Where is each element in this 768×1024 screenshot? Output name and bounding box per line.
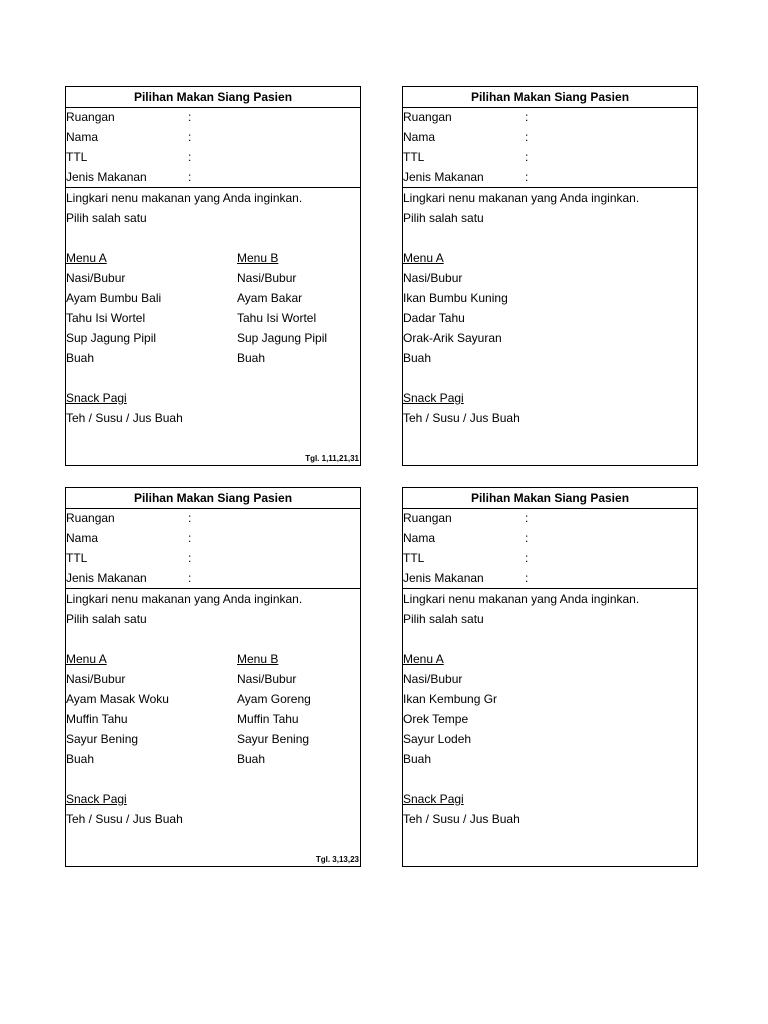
- menu-card: Pilihan Makan Siang Pasien Ruangan : Nama : TTL : Jenis Makanan : Lingkari nenu makanan yang Anda inginkan. Pilih salah satu Menu A Nasi/Bubur Ikan Kembung Gr Orek Tempe Sayur Lodeh Buah Snack Pagi Teh / Susu / Jus Buah: [402, 487, 698, 867]
- menu-row: Nasi/Bubur Nasi/Bubur: [66, 271, 297, 285]
- menu-row: Muffin Tahu Muffin Tahu: [66, 712, 299, 726]
- snack-text: Teh / Susu / Jus Buah: [66, 812, 183, 826]
- menu-row: Buah Buah: [66, 351, 266, 365]
- snack-title: Snack Pagi: [403, 391, 464, 405]
- menu-row: Buah: [403, 752, 432, 766]
- snack-title: Snack Pagi: [66, 391, 127, 405]
- choose-text: Pilih salah satu: [403, 612, 484, 626]
- menu-row: Orak-Arik Sayuran: [403, 331, 502, 345]
- menu-row: Nasi/Bubur: [403, 672, 463, 686]
- snack-title: Snack Pagi: [403, 792, 464, 806]
- menu-row: Tahu Isi Wortel Tahu Isi Wortel: [66, 311, 317, 325]
- instruction-text: Lingkari nenu makanan yang Anda inginkan.: [403, 191, 640, 205]
- choose-text: Pilih salah satu: [66, 211, 147, 225]
- menu-row: Buah Buah: [66, 752, 266, 766]
- card-title: Pilihan Makan Siang Pasien: [403, 87, 697, 108]
- menu-row: Sayur Bening Sayur Bening: [66, 732, 310, 746]
- card-clip: [402, 487, 640, 867]
- menu-row: Nasi/Bubur: [403, 271, 463, 285]
- instruction-text: Lingkari nenu makanan yang Anda inginkan.: [403, 592, 640, 606]
- menu-headers: Menu A Menu B: [66, 652, 279, 666]
- snack-text: Teh / Susu / Jus Buah: [403, 411, 520, 425]
- menu-card: Pilihan Makan Siang Pasien Ruangan : Nama : TTL : Jenis Makanan : Lingkari nenu makanan yang Anda inginkan. Pilih salah satu Menu A Menu B Nasi/Bubur Nasi/Bubur Ayam Bumbu Bali Ayam Bakar Tahu Isi Wortel Tahu Isi Wortel Sup Jagung Pipil Sup Jagung Pipil Buah Buah Snack Pagi Teh / Susu / Jus Buah Tgl. 1,11,21,31: [65, 86, 361, 466]
- card-title: Pilihan Makan Siang Pasien: [66, 87, 360, 108]
- menu-card: Pilihan Makan Siang Pasien Ruangan : Nama : TTL : Jenis Makanan : Lingkari nenu makanan yang Anda inginkan. Pilih salah satu Menu A Menu B Nasi/Bubur Nasi/Bubur Ayam Masak Woku Ayam Goreng Muffin Tahu Muffin Tahu Sayur Bening Sayur Bening Buah Buah Snack Pagi Teh / Susu / Jus Buah Tgl. 3,13,23: [65, 487, 361, 867]
- menu-row: Ikan Kembung Gr: [403, 692, 498, 706]
- menu-row: Ayam Masak Woku Ayam Goreng: [66, 692, 311, 706]
- instruction-text: Lingkari nenu makanan yang Anda inginkan.: [66, 191, 303, 205]
- menu-row: Nasi/Bubur Nasi/Bubur: [66, 672, 297, 686]
- snack-text: Teh / Susu / Jus Buah: [66, 411, 183, 425]
- menu-row: Dadar Tahu: [403, 311, 465, 325]
- menu-card: Pilihan Makan Siang Pasien Ruangan : Nama : TTL : Jenis Makanan : Lingkari nenu makanan yang Anda inginkan. Pilih salah satu Menu A Nasi/Bubur Ikan Bumbu Kuning Dadar Tahu Orak-Arik Sayuran Buah Snack Pagi Teh / Susu / Jus Buah: [402, 86, 698, 466]
- date-footer: Tgl. 1,11,21,31: [305, 454, 359, 463]
- menu-row: Ikan Bumbu Kuning: [403, 291, 508, 305]
- menu-row: Buah: [403, 351, 432, 365]
- card-title: Pilihan Makan Siang Pasien: [66, 488, 360, 509]
- card-title: Pilihan Makan Siang Pasien: [403, 488, 697, 509]
- menu-row: Orek Tempe: [403, 712, 469, 726]
- menu-headers: Menu A Menu B: [66, 251, 279, 265]
- menu-row: Sup Jagung Pipil Sup Jagung Pipil: [66, 331, 328, 345]
- snack-text: Teh / Susu / Jus Buah: [403, 812, 520, 826]
- instruction-text: Lingkari nenu makanan yang Anda inginkan.: [66, 592, 303, 606]
- snack-title: Snack Pagi: [66, 792, 127, 806]
- menu-row: Sayur Lodeh: [403, 732, 472, 746]
- date-footer: Tgl. 3,13,23: [315, 855, 359, 864]
- menu-a-title: Menu A: [403, 251, 444, 265]
- menu-row: Ayam Bumbu Bali Ayam Bakar: [66, 291, 303, 305]
- menu-a-title: Menu A: [403, 652, 444, 666]
- choose-text: Pilih salah satu: [66, 612, 147, 626]
- card-clip: [402, 86, 640, 466]
- choose-text: Pilih salah satu: [403, 211, 484, 225]
